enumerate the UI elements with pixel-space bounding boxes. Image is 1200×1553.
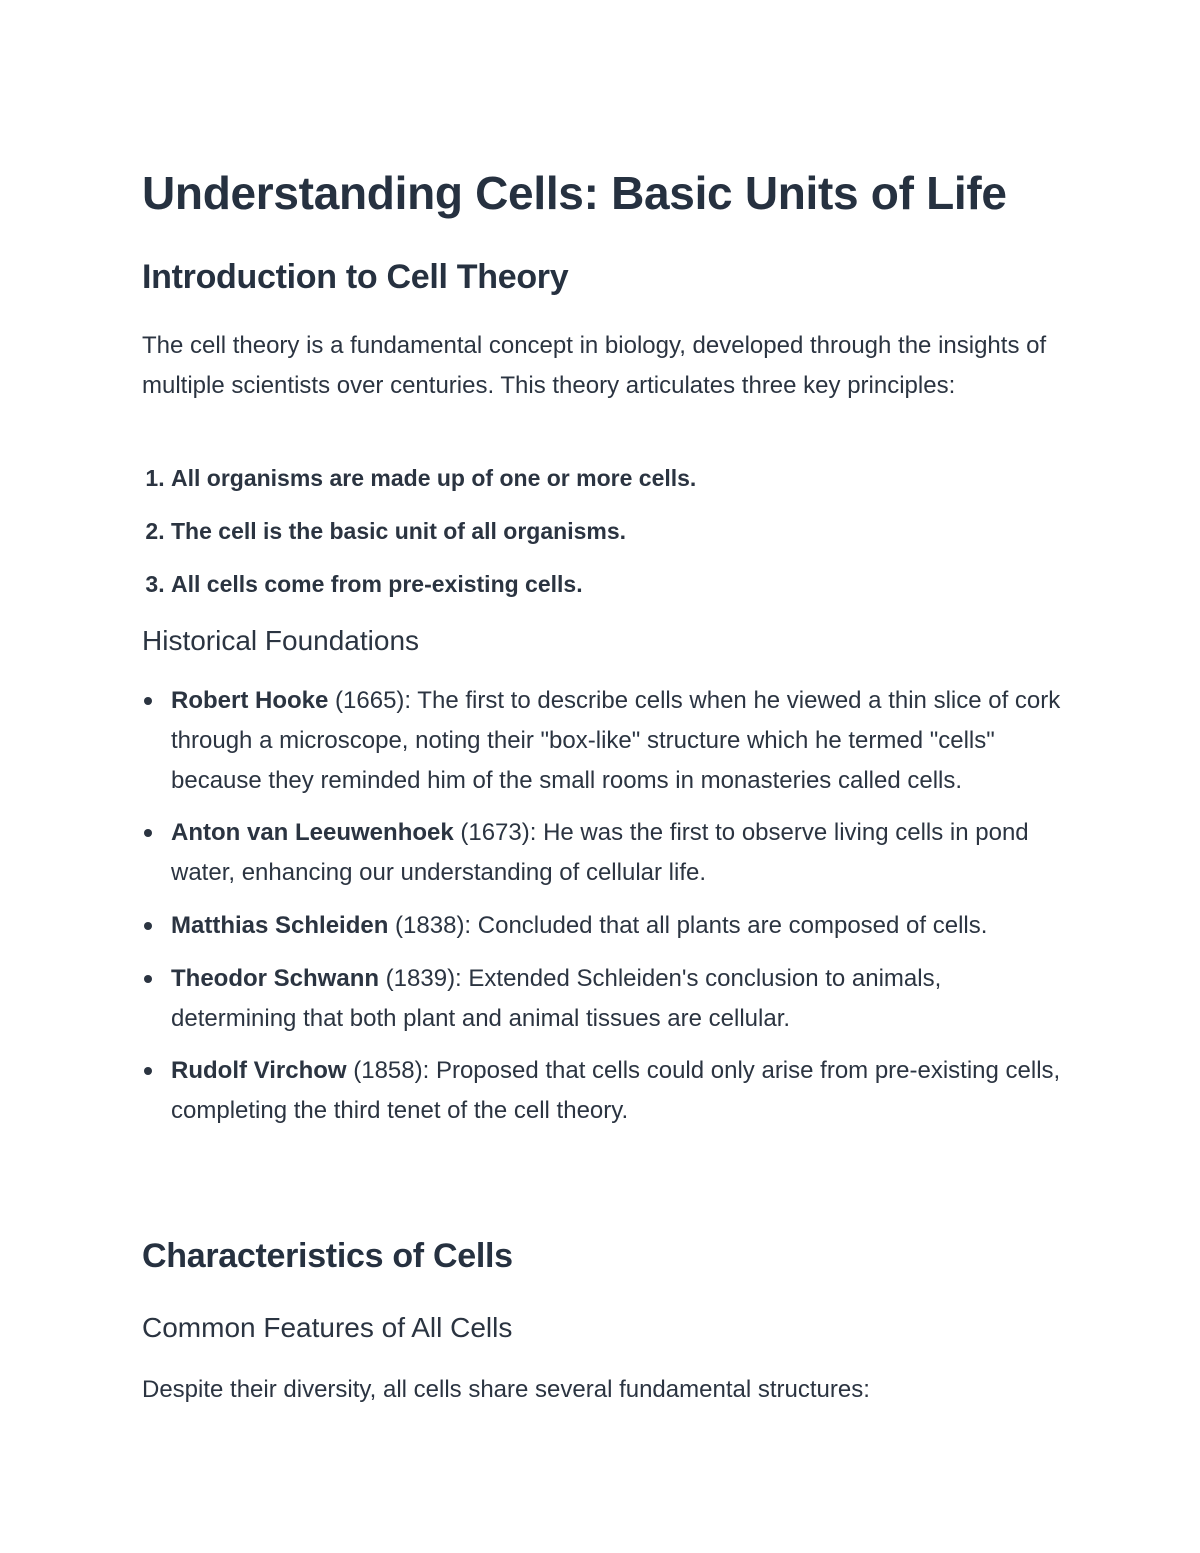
scientist-description: (1665): The first to describe cells when he viewed a thin slice of cork through a microscope, noting their "box-like" structure which he termed "cells" because they reminded him of the small rooms in monasteries called cells. <box>171 687 1061 794</box>
scientist-description: (1838): Concluded that all plants are composed of cells. <box>388 911 988 939</box>
bullet-icon <box>144 922 152 930</box>
scientist-name: Anton van Leeuwenhoek <box>171 819 454 847</box>
scientist-name: Theodor Schwann <box>171 964 380 992</box>
scientist-description: (1673): He was the first to observe living cells in pond water, enhancing our understanding of cellular life. <box>171 819 1029 887</box>
section-heading-characteristics: Characteristics of Cells <box>142 1237 513 1275</box>
list-item <box>142 1051 1072 1131</box>
principle-text: The cell is the basic unit of all organisms. <box>171 518 627 544</box>
list-item <box>142 959 1072 1039</box>
bullet-icon <box>144 975 152 983</box>
list-number: 1 . <box>142 458 171 511</box>
cell-theory-intro: The cell theory is a fundamental concept in biology, developed through the insights of multiple scientists over centuries. This theory articulates three key principles: <box>142 332 1047 399</box>
section-heading-cell-theory: Introduction to Cell Theory <box>142 258 569 296</box>
scientists-list <box>142 681 1072 1144</box>
list-item <box>142 458 1072 511</box>
principle-text: All organisms are made up of one or more cells. <box>171 465 697 491</box>
scientist-description: (1858): Proposed that cells could only arise from pre-existing cells, completing the third tenet of the cell theory. <box>171 1057 1061 1125</box>
list-number: 2 . <box>142 511 171 564</box>
bullet-icon <box>144 697 152 705</box>
list-item <box>142 564 1072 617</box>
scientist-name: Robert Hooke <box>171 687 329 714</box>
principle-text: All cells come from pre-existing cells. <box>171 571 583 597</box>
principles-list <box>142 458 1072 617</box>
list-item <box>142 511 1072 564</box>
list-number: 3 . <box>142 564 171 617</box>
scientist-name: Matthias Schleiden <box>171 911 389 939</box>
bullet-icon <box>144 1067 152 1075</box>
scientist-description: (1839): Extended Schleiden's conclusion to animals, determining that both plant and animal tissues are cellular. <box>171 964 942 1032</box>
subheading-common-features: Common Features of All Cells <box>142 1312 513 1343</box>
list-item <box>142 813 1072 893</box>
common-features-intro: Despite their diversity, all cells share several fundamental structures: <box>142 1376 870 1403</box>
list-item <box>142 681 1072 800</box>
scientist-name: Rudolf Virchow <box>171 1057 347 1085</box>
subheading-historical-foundations: Historical Foundations <box>142 625 420 656</box>
bullet-icon <box>144 829 152 837</box>
list-item <box>142 906 1072 946</box>
document-title: Understanding Cells: Basic Units of Life <box>142 167 1007 219</box>
